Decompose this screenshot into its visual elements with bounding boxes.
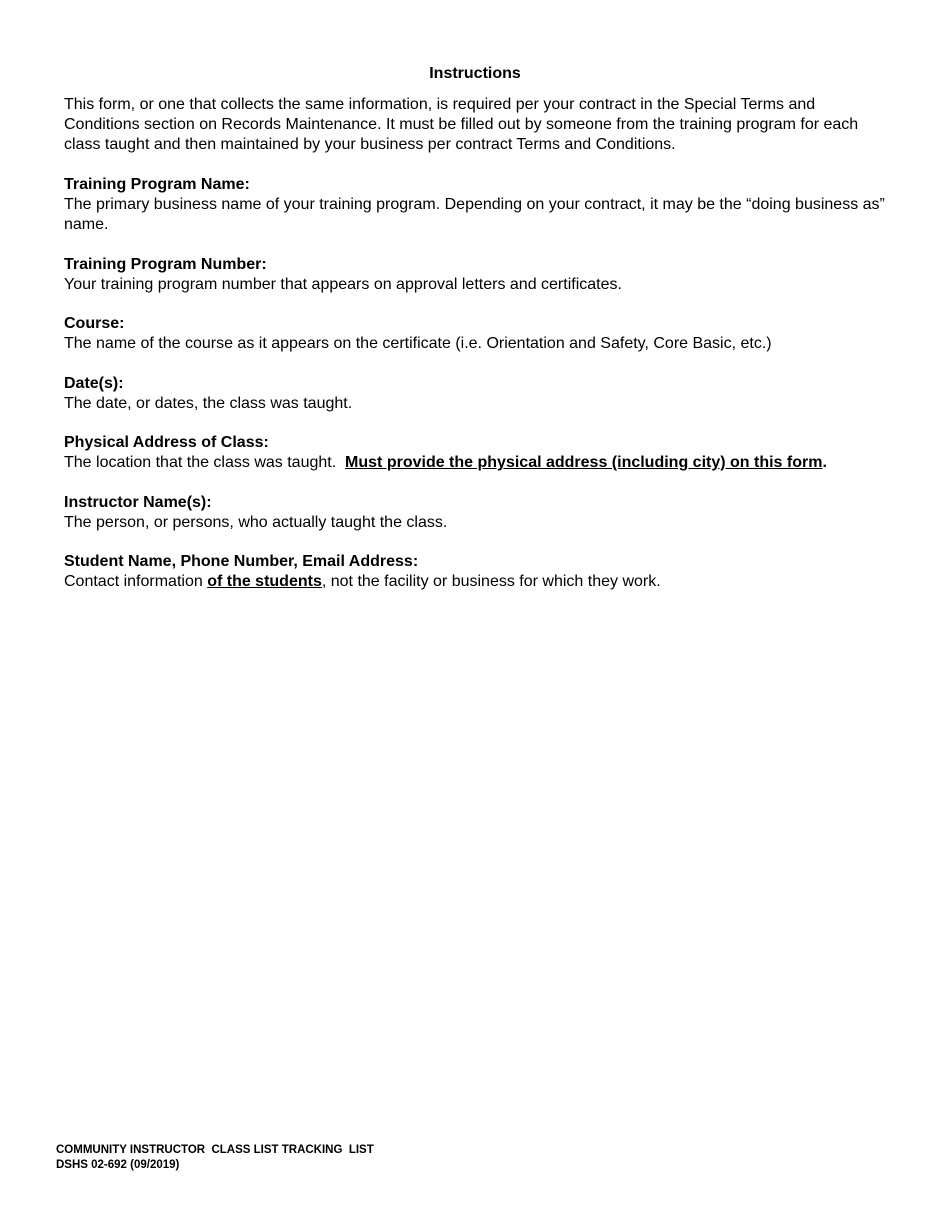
section-physical-address [64, 433, 894, 473]
body-text-end: , not the facility or business for which they work. [321, 573, 661, 590]
section-heading: Date(s): [64, 374, 124, 392]
form-footer [56, 1143, 374, 1173]
section-heading: Instructor Name(s): [64, 493, 212, 511]
section-instructor-names [64, 493, 894, 533]
section-body: The name of the course as it appears on the certificate (i.e. Orientation and Safety, Core Basic, etc.) [64, 335, 772, 352]
section-training-program-name [64, 175, 894, 235]
section-heading: Training Program Name: [64, 176, 250, 193]
instructions-content [64, 95, 894, 612]
section-body [64, 453, 894, 473]
section-course [64, 314, 894, 354]
section-training-program-number [64, 255, 894, 295]
section-heading: Physical Address of Class: [64, 434, 269, 451]
section-heading: Course: [64, 315, 125, 332]
form-number: DSHS 02-692 (09/2019) [56, 1159, 180, 1171]
section-body: The primary business name of your training program. Depending on your contract, it may be the “doing business as” name. [64, 196, 885, 233]
body-text: The location that the class was taught. [64, 454, 346, 471]
section-body: The person, or persons, who actually taught the class. [64, 513, 448, 531]
form-name: COMMUNITY INSTRUCTOR CLASS LIST TRACKING LIST [56, 1144, 374, 1156]
page-title: Instructions [429, 65, 521, 82]
body-text-end: . [822, 454, 827, 471]
section-dates [64, 374, 894, 414]
body-text: Contact information [64, 573, 208, 590]
section-body: Your training program number that appears on approval letters and certificates. [64, 275, 622, 293]
emphasis-text: of the students [207, 573, 322, 590]
section-heading: Training Program Number: [64, 255, 267, 273]
section-student-contact [64, 552, 894, 592]
section-body [64, 572, 894, 592]
emphasis-text: Must provide the physical address (including city) on this form [345, 454, 823, 471]
section-body: The date, or dates, the class was taught. [64, 394, 353, 412]
intro-paragraph: This form, or one that collects the same information, is required per your contract in the Special Terms and Conditions section on Records Maintenance. It must be filled out by someone from the training program for each class taught and then maintained by your business per contract Terms and Conditions. [64, 96, 859, 153]
section-heading: Student Name, Phone Number, Email Address: [64, 553, 419, 570]
